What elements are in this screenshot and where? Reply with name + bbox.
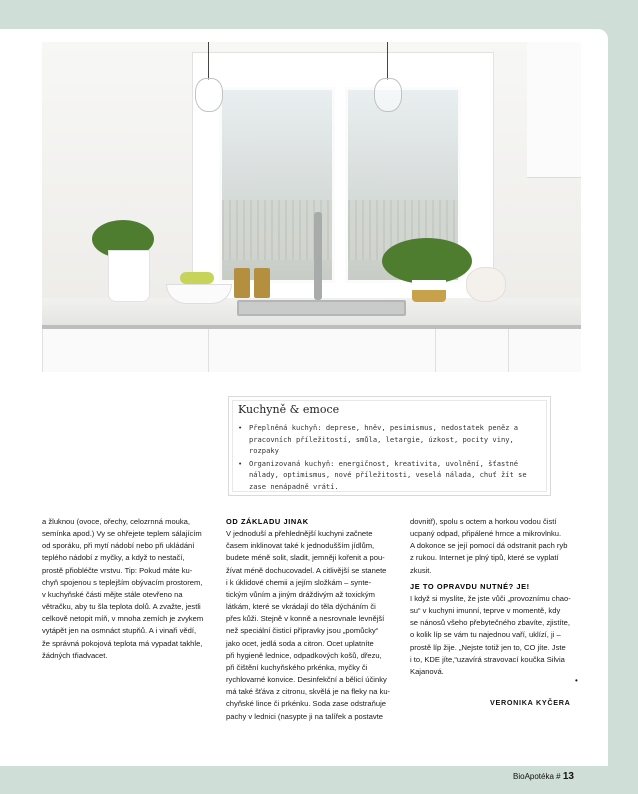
text-line: budete méně solit, sladit, jemněji kořenit a pou- bbox=[226, 553, 385, 563]
pendant-lamp-left bbox=[195, 78, 223, 112]
text-line: i to, KDE jíte,“uzavírá stravovací koučka Silvia bbox=[410, 654, 565, 664]
text-line: Kajanová. bbox=[410, 666, 444, 676]
text-line: o kolik líp se vám tu najednou vaří, uklízí, ji – bbox=[410, 630, 561, 640]
text-line: žívat méně dochucovadel. A citlivější se stanete bbox=[226, 565, 387, 575]
text-line: jako ocet, jedlá soda a citron. Ocet uplatníte bbox=[226, 638, 374, 648]
lemons bbox=[180, 272, 214, 284]
magazine-name: BioApotéka bbox=[513, 772, 554, 781]
plant-pot-gold bbox=[412, 280, 446, 302]
text-line: su“ v kuchyni imunní, teprve v momentě, kdy bbox=[410, 606, 561, 616]
base-cabinet bbox=[508, 329, 581, 372]
lamp-cord bbox=[387, 42, 388, 80]
box-list bbox=[238, 422, 538, 493]
photo-cabinet bbox=[527, 42, 581, 178]
author-name: VERONIKA KYČERA bbox=[490, 698, 571, 707]
pendant-lamp-right bbox=[374, 78, 402, 112]
text-line: od sporáku, při mytí nádobí nebo při ukládání bbox=[42, 541, 195, 551]
page-number: 13 bbox=[562, 771, 574, 782]
text-line: má také šťáva z citronu, skvělá je na fleky na ku- bbox=[226, 687, 391, 697]
fruit-bowl bbox=[166, 284, 232, 304]
vase bbox=[466, 267, 506, 302]
text-line: pachy v lednici (nasypte ji na talířek a postavte bbox=[226, 711, 384, 721]
text-line: z rukou. Internet je plný tipů, které se vyplatí bbox=[410, 553, 559, 563]
text-line: a žluknou (ovoce, ořechy, celozrnná mouka, bbox=[42, 517, 191, 526]
hash-icon: # bbox=[556, 772, 561, 781]
text-line: při hygieně lednice, odpadkových košů, dřezu, bbox=[226, 650, 382, 660]
candle-holder bbox=[254, 268, 270, 298]
text-line: v kuchyňské části mějte stále otevřeno na bbox=[42, 589, 183, 599]
box-list-item bbox=[238, 422, 538, 457]
box-item-text: Organizovaná kuchyň: energičnost, kreativita, uvolnění, šťastné nálady, optimismus, nové příležitosti, veselá nálada, chuť žít se zase nenápadně vrátí. bbox=[249, 458, 527, 491]
text-line: vytápět jen na osmnáct stupňů. A i vinaři vědí, bbox=[42, 626, 197, 636]
text-line: V jednoduší a přehlednější kuchyni začnete bbox=[226, 529, 373, 539]
text-line: chyňské lince či prkénku. Soda zase odstraňuje bbox=[226, 699, 386, 709]
text-line: semínka apod.) Vy se ohřejete teplem sálajícím bbox=[42, 529, 202, 539]
text-line: žádných třiadvacet. bbox=[42, 650, 108, 660]
lamp-cord bbox=[208, 42, 209, 80]
text-line: než speciální čisticí přípravky jsou „pomůcky“ bbox=[226, 626, 379, 636]
photo-faucet bbox=[314, 212, 322, 300]
base-cabinet bbox=[435, 329, 508, 372]
text-line: teplého nádobí z myčky, a když to nestačí, bbox=[42, 553, 185, 563]
base-cabinet bbox=[208, 329, 435, 372]
base-cabinet bbox=[42, 329, 208, 372]
text-line: časem inklinovat také k jednodušším jídlům, bbox=[226, 541, 375, 551]
bullet-icon: • bbox=[238, 458, 243, 468]
emotions-box bbox=[228, 396, 551, 496]
plant-pot-white bbox=[108, 250, 150, 302]
text-line: dovnitř), spolu s octem a horkou vodou čistí bbox=[410, 517, 557, 526]
text-line: ucpaný odpad, připálené hrnce a mikrovlnku. bbox=[410, 529, 562, 539]
text-line: celkově netopit míň, v mnoha zemích je zvykem bbox=[42, 614, 204, 624]
text-line: tickým vůním a jiným dráždivým až toxickým bbox=[226, 589, 375, 599]
text-line: zkusit. bbox=[410, 565, 432, 575]
kitchen-photo bbox=[42, 42, 581, 372]
box-title: Kuchyně & emoce bbox=[238, 403, 340, 416]
section-heading: JE TO OPRAVDU NUTNÉ? JE! bbox=[410, 581, 530, 591]
text-line: prostě přiobléčte vrstvu. Tip: Pokud máte ku- bbox=[42, 565, 193, 575]
text-line: se nánosů všeho přebytečného zbavíte, zjistíte, bbox=[410, 618, 570, 628]
text-column-2 bbox=[226, 516, 398, 723]
text-line: větračku, aby tu šla teplota dolů. A zvažte, jestli bbox=[42, 602, 201, 612]
plant-leaves bbox=[382, 238, 472, 284]
text-line: přes kůži. Stejně v konně a nesrovnale levnější bbox=[226, 614, 385, 624]
text-line: že správná pokojová teplota má vypadat takhle, bbox=[42, 638, 203, 648]
text-line: chyň spojenou s teplejším obývacím prostorem, bbox=[42, 577, 203, 587]
text-column-1 bbox=[42, 516, 212, 662]
text-line: I když si myslíte, že jste vůči „provoznímu chao- bbox=[410, 593, 571, 603]
text-line: prostě líp žije. „Nejste totiž jen to, CO jíte. Jste bbox=[410, 642, 566, 652]
bullet-icon: • bbox=[238, 423, 243, 432]
text-line: A dokonce se její pomocí dá odstranit pach ryb bbox=[410, 541, 568, 551]
section-heading: OD ZÁKLADU JINAK bbox=[226, 517, 309, 526]
box-list-item bbox=[238, 458, 538, 493]
text-line: látkám, které se vkrádají do těla dýcháním či bbox=[226, 602, 376, 612]
text-line: rychlovarné konvice. Desinfekční a bělicí účinky bbox=[226, 675, 387, 685]
text-line: při čištění kuchyňského prkénka, myčky či bbox=[226, 662, 368, 672]
end-mark: • bbox=[575, 676, 578, 685]
photo-sink bbox=[237, 300, 406, 316]
text-line: i k úklidové chemii a jejím složkám – synte- bbox=[226, 577, 372, 587]
candle-holder bbox=[234, 268, 250, 298]
page-footer bbox=[513, 771, 574, 782]
text-column-3 bbox=[410, 516, 582, 678]
box-item-text: Přeplněná kuchyň: deprese, hněv, pesimismus, nedostatek peněz a pracovních příležitostí, smůla, letargie, úzkost, pocity viny, rozpaky bbox=[249, 423, 519, 455]
